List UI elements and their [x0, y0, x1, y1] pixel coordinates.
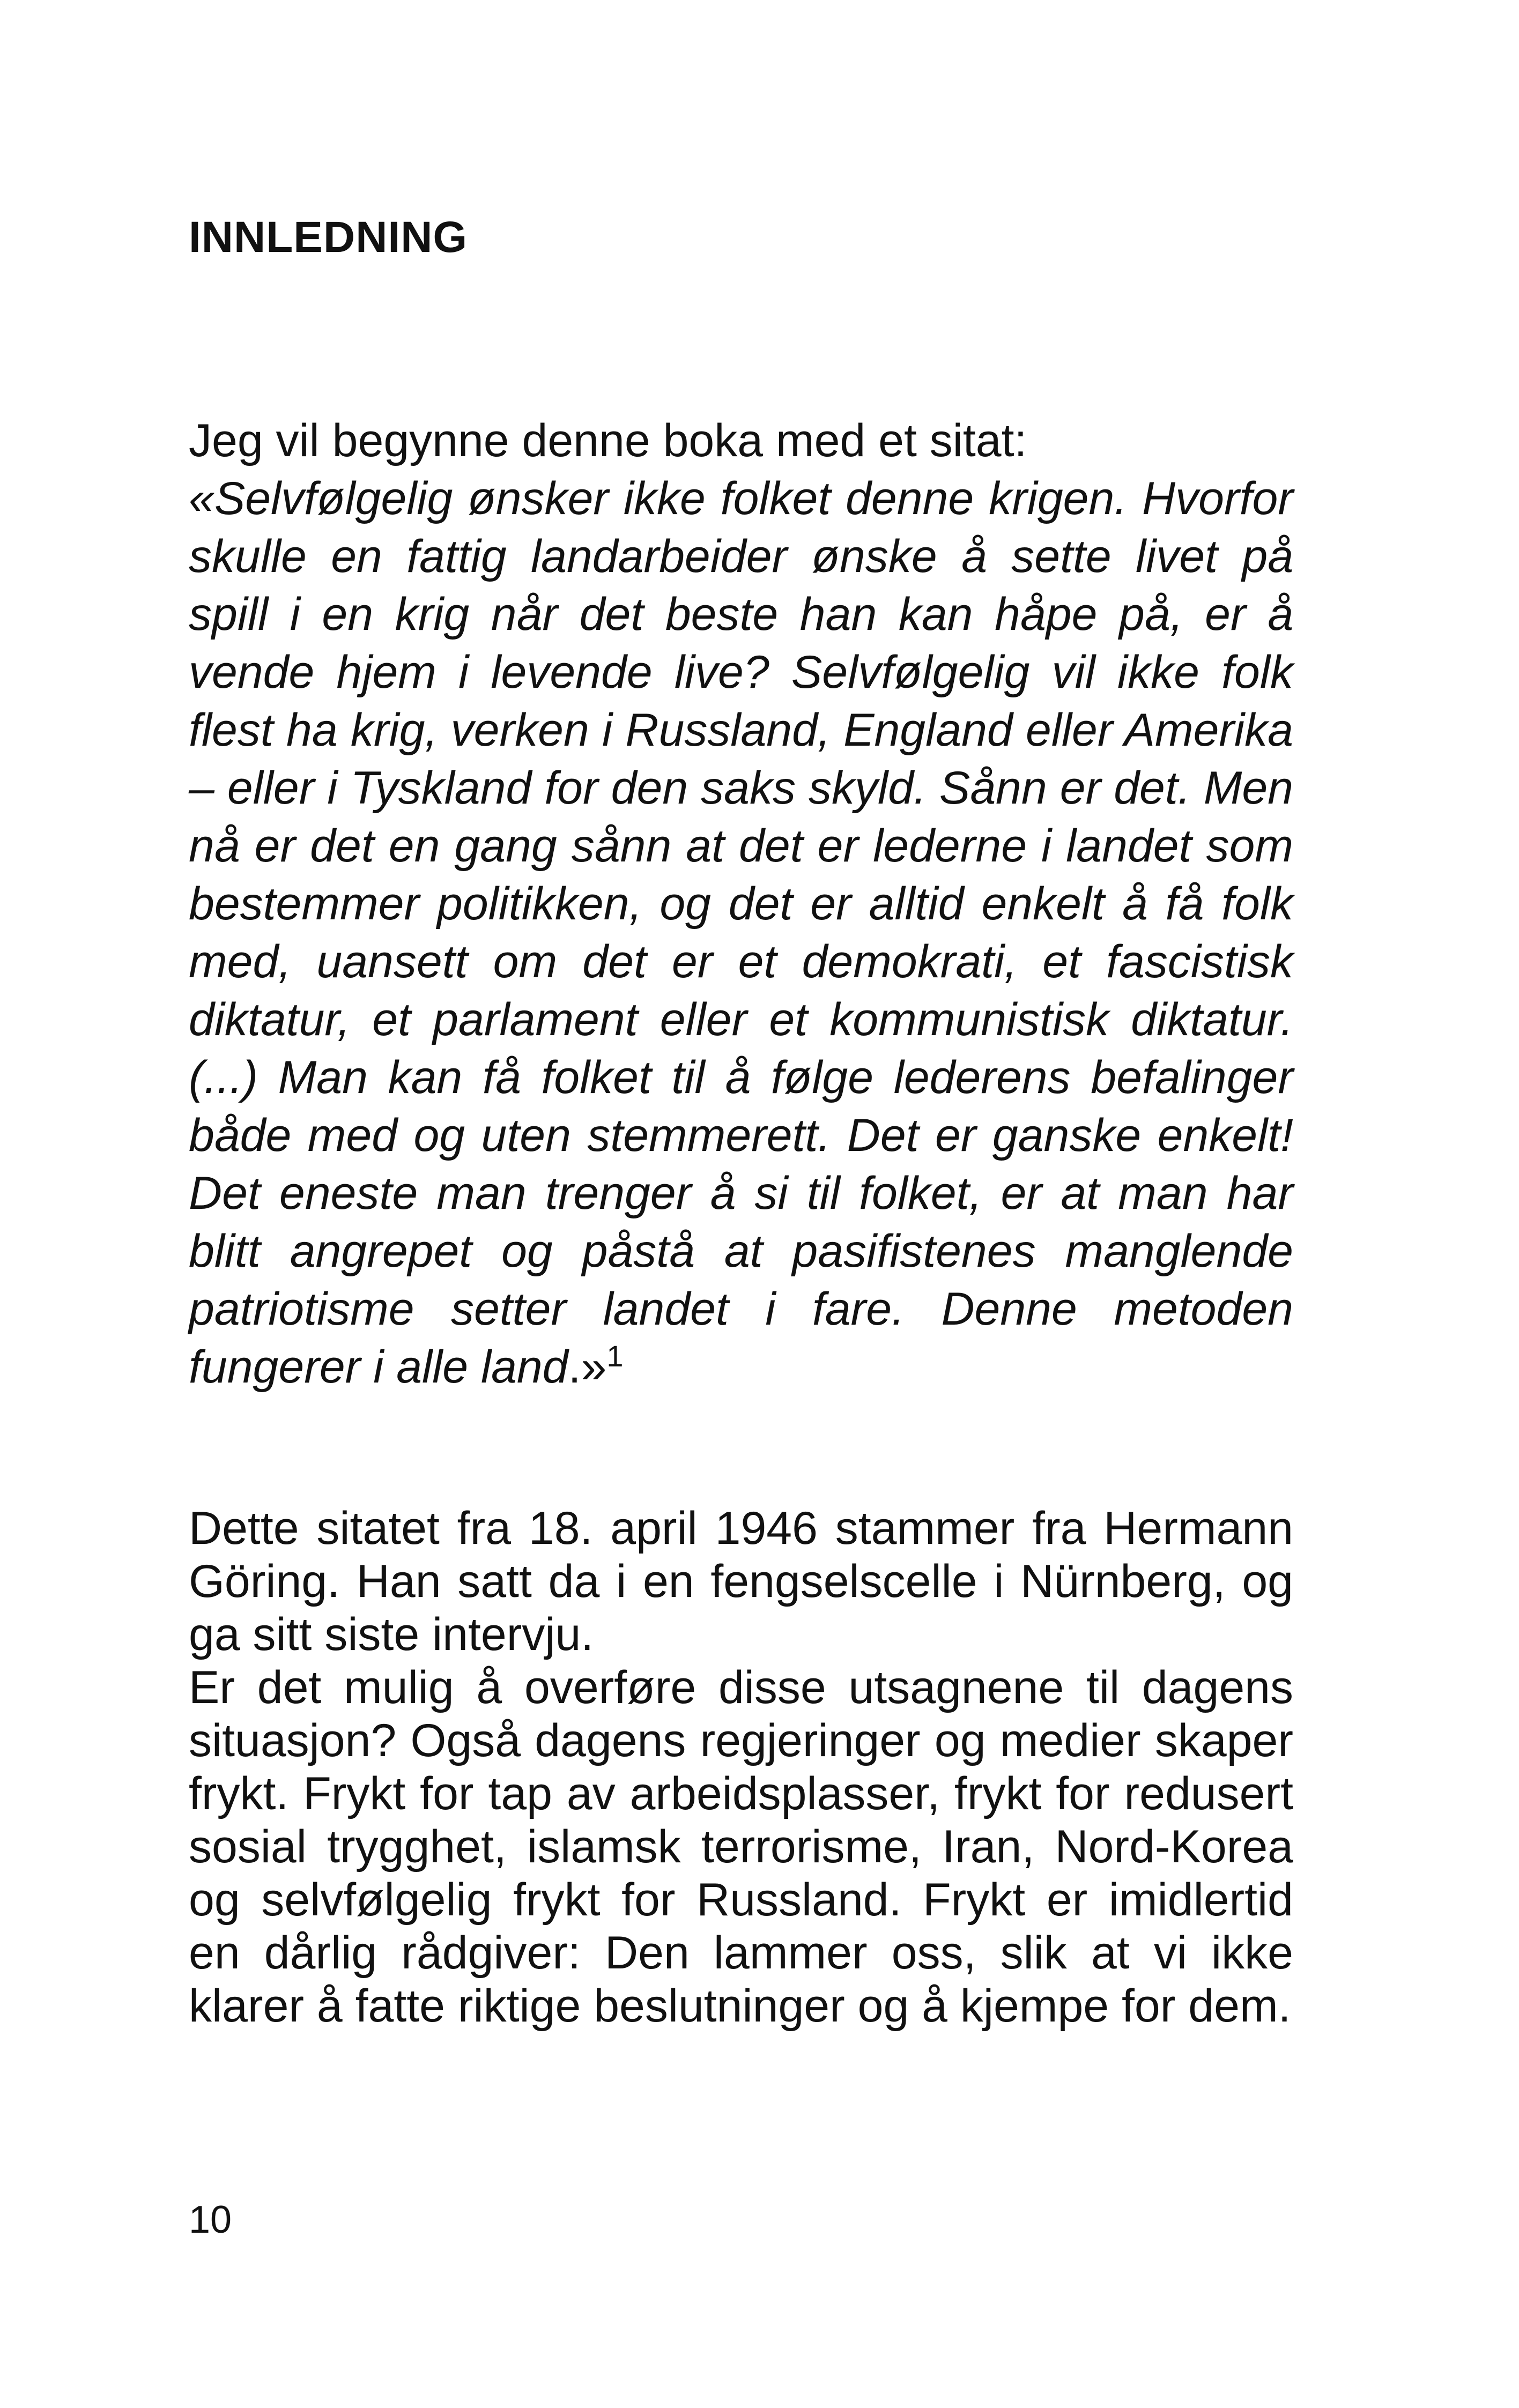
- intro-line: Jeg vil begynne denne boka med et sitat:: [189, 415, 1027, 466]
- page-number: 10: [189, 2198, 232, 2241]
- paragraph-source: Dette sitatet fra 18. april 1946 stammer fra Hermann Göring. Han satt da i en fengselscelle i Nürnberg, og ga sitt siste intervju.: [189, 1503, 1293, 1660]
- quote-block: [189, 470, 1293, 1396]
- paragraph-reflection: Er det mulig å overføre disse utsagnene til dagens situasjon? Også dagens regjeringer og medier skaper frykt. Frykt for tap av arbeidsplasser, frykt for redusert sosial trygghet, islamsk terrorisme, Iran, Nord-Korea og selvfølgelig frykt for Russland. Frykt er imidlertid en dårlig rådgiver: Den lammer oss, slik at vi ikke klarer å fatte riktige beslutninger og å kjempe for dem.: [189, 1662, 1293, 2032]
- quote-closing: .»: [568, 1341, 607, 1393]
- body-paragraphs: [189, 1502, 1293, 2033]
- footnote-marker: 1: [606, 1339, 624, 1373]
- quote-text: «Selvfølgelig ønsker ikke folket denne krigen. Hvorfor skulle en fattig landarbeider ønske å sette livet på spill i en krig når det beste han kan håpe på, er å vende hjem i levende live? Selvfølgelig vil ikke folk flest ha krig, verken i Russland, England eller Amerika – eller i Tyskland for den saks skyld. Sånn er det. Men nå er det en gang sånn at det er lederne i landet som bestemmer politikken, og det er alltid enkelt å få folk med, uansett om det er et demokrati, et fascistisk diktatur, et parlament eller et kommunistisk diktatur. (...) Man kan få folket til å følge lederens befalinger både med og uten stemmerett. Det er ganske enkelt! Det eneste man trenger å si til folket, er at man har blitt angrepet og påstå at pasifistenes manglende patriotisme setter landet i fare. Denne metoden fungerer i alle land: [189, 473, 1293, 1393]
- chapter-heading: INNLEDNING: [189, 213, 468, 262]
